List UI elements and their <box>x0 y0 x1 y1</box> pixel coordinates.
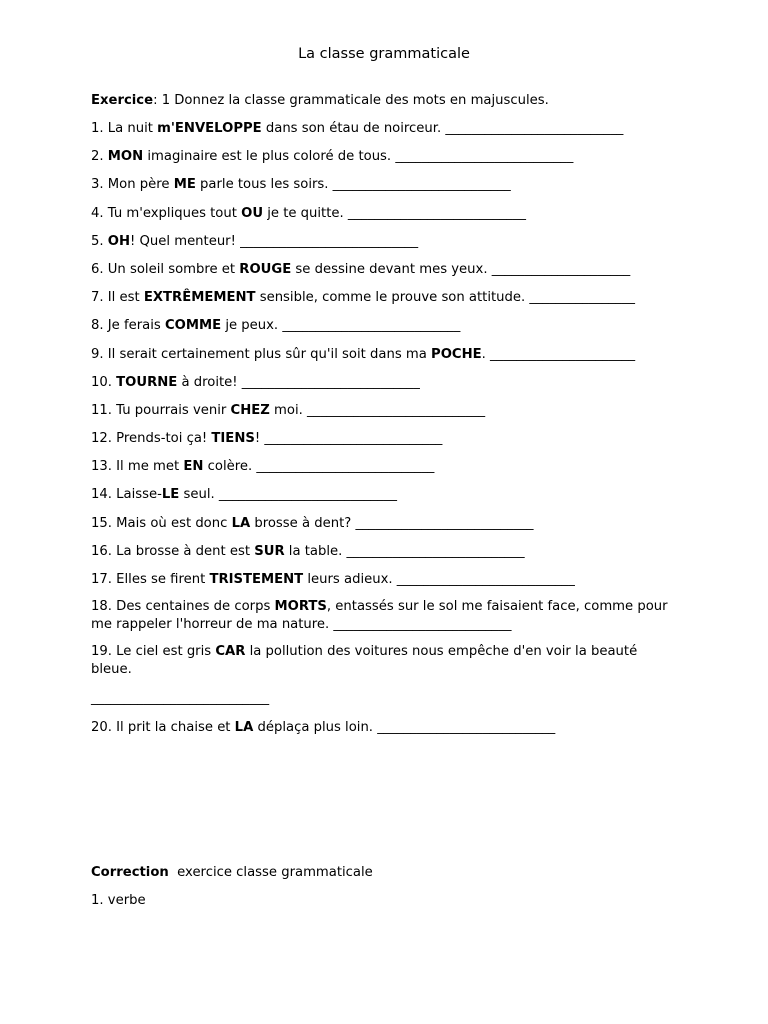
exercise-item-9 <box>91 345 681 364</box>
answer-blank[interactable]: ___________________________ <box>355 515 534 531</box>
item-text-post: moi. <box>269 402 307 418</box>
item-text-post: la pollution des voitures nous empêche d'en voir la beauté bleue. <box>91 644 638 678</box>
item-text-pre: 4. Tu m'expliques tout <box>91 205 242 221</box>
item-text-post: sensible, comme le prouve son attitude. <box>255 290 530 306</box>
exercise-item-17 <box>91 570 681 589</box>
item-text-pre: 16. La brosse à dent est <box>91 543 255 559</box>
item-text-post: dans son étau de noirceur. <box>261 121 446 136</box>
exercise-item-20 <box>91 718 681 737</box>
item-keyword: LE <box>161 487 180 503</box>
item-text-pre: 20. Il prit la chaise et <box>91 720 235 736</box>
item-text-pre: 2. <box>91 149 108 165</box>
item-text-pre: 5. <box>91 233 108 249</box>
item-text-post: à droite! <box>177 374 242 390</box>
answer-blank[interactable]: ___________________________ <box>91 691 270 707</box>
exercise-item-13 <box>91 457 681 476</box>
item-text-post: déplaça plus loin. <box>253 720 378 736</box>
exercise-item-1 <box>91 119 681 138</box>
item-keyword: OH <box>107 233 131 249</box>
item-text-pre: 13. Il me met <box>91 459 184 475</box>
item-keyword: OU <box>241 205 264 221</box>
exercise-section <box>91 91 681 747</box>
exercise-item-6 <box>91 260 681 279</box>
item-keyword: TRISTEMENT <box>209 572 304 587</box>
answer-blank[interactable]: ______________________ <box>490 346 636 362</box>
exercise-item-7 <box>91 288 681 307</box>
correction-heading <box>91 863 681 882</box>
exercise-item-8 <box>91 316 681 335</box>
answer-blank[interactable]: ___________________________ <box>347 205 526 221</box>
correction-section <box>91 863 681 919</box>
exercise-item-5 <box>91 232 681 251</box>
item-keyword: LA <box>231 515 251 531</box>
answer-blank[interactable]: ___________________________ <box>256 459 435 475</box>
answer-blank[interactable]: ___________________________ <box>395 149 574 165</box>
exercise-item-12 <box>91 429 681 448</box>
item-text-post: je te quitte. <box>263 205 348 221</box>
item-keyword: TIENS <box>211 431 255 447</box>
item-keyword: ME <box>173 177 196 193</box>
item-text-post: . <box>481 346 491 362</box>
answer-blank[interactable]: ___________________________ <box>332 177 511 193</box>
item-text-post: ! <box>254 431 265 447</box>
answer-blank[interactable]: ___________________________ <box>445 121 624 136</box>
item-keyword: ROUGE <box>239 261 292 277</box>
exercise-item-14 <box>91 485 681 504</box>
item-text-pre: 17. Elles se firent <box>91 572 210 587</box>
exercise-item-11 <box>91 401 681 420</box>
item-text-pre: 8. Je ferais <box>91 318 165 334</box>
exercise-label: Exercice <box>91 93 154 108</box>
correction-subtitle: exercice classe grammaticale <box>168 865 373 880</box>
item-text-pre: 15. Mais où est donc <box>91 515 232 531</box>
item-keyword: SUR <box>254 543 285 559</box>
item-text-post: seul. <box>179 487 219 503</box>
correction-answer-1: 1. verbe <box>91 893 146 908</box>
item-keyword: POCHE <box>431 346 482 362</box>
item-text-post: brosse à dent? <box>250 515 356 531</box>
answer-blank[interactable]: ___________________________ <box>240 233 419 249</box>
answer-blank[interactable]: ___________________________ <box>333 617 512 633</box>
item-text-post: se dessine devant mes yeux. <box>291 261 492 277</box>
exercise-item-16 <box>91 542 681 561</box>
answer-blank[interactable]: ___________________________ <box>241 374 420 390</box>
correction-label: Correction <box>91 865 169 880</box>
item-text-post: la table. <box>284 543 347 559</box>
exercise-item-4 <box>91 204 681 223</box>
item-keyword: m'ENVELOPPE <box>157 121 262 136</box>
exercise-item-3 <box>91 175 681 194</box>
exercise-item-19-blank-line <box>91 689 681 708</box>
item-text-post: colère. <box>203 459 257 475</box>
item-keyword: EXTRÊMEMENT <box>143 290 256 306</box>
exercise-item-15 <box>91 514 681 533</box>
item-text-pre: 14. Laisse- <box>91 487 162 503</box>
item-text-post: parle tous les soirs. <box>195 177 333 193</box>
item-text-pre: 7. Il est <box>91 290 144 306</box>
item-text-post: imaginaire est le plus coloré de tous. <box>143 149 396 165</box>
item-text-pre: 9. Il serait certainement plus sûr qu'il soit dans ma <box>91 346 432 362</box>
answer-blank[interactable]: _____________________ <box>491 261 631 277</box>
item-text-post: je peux. <box>221 318 283 334</box>
answer-blank[interactable]: ___________________________ <box>264 431 443 447</box>
instruction-text: : 1 Donnez la classe grammaticale des mots en majuscules. <box>153 93 549 108</box>
item-text-pre: 1. La nuit <box>91 121 158 136</box>
answer-blank[interactable]: ___________________________ <box>396 572 575 587</box>
answer-blank[interactable]: ________________ <box>529 290 635 306</box>
item-text-pre: 18. Des centaines de corps <box>91 599 275 615</box>
answer-blank[interactable]: ___________________________ <box>377 720 556 736</box>
item-keyword: LA <box>234 720 254 736</box>
item-text-pre: 12. Prends-toi ça! <box>91 431 212 447</box>
page-title: La classe grammaticale <box>298 46 470 62</box>
item-text-post: ! Quel menteur! <box>130 233 241 249</box>
item-keyword: MON <box>107 149 144 165</box>
item-text-pre: 6. Un soleil sombre et <box>91 261 240 277</box>
exercise-item-10 <box>91 373 681 392</box>
answer-blank[interactable]: ___________________________ <box>346 543 525 559</box>
item-keyword: EN <box>183 459 204 475</box>
exercise-instruction <box>91 91 681 110</box>
item-text-pre: 10. <box>91 374 117 390</box>
item-text-pre: 3. Mon père <box>91 177 174 193</box>
answer-blank[interactable]: ___________________________ <box>307 402 486 418</box>
item-text-post: leurs adieux. <box>303 572 397 587</box>
exercise-item-19 <box>91 643 681 679</box>
item-text-post: , entassés sur le sol me faisaient face, comme pour me rappeler l'horreur de ma nature. <box>91 599 668 633</box>
item-keyword: CAR <box>215 644 246 660</box>
item-text-pre: 11. Tu pourrais venir <box>91 402 231 418</box>
exercise-item-18 <box>91 598 681 634</box>
item-keyword: MORTS <box>274 599 327 615</box>
answer-blank[interactable]: ___________________________ <box>218 487 397 503</box>
item-keyword: TOURNE <box>116 374 178 390</box>
item-keyword: CHEZ <box>230 402 270 418</box>
item-keyword: COMME <box>164 318 222 334</box>
item-text-pre: 19. Le ciel est gris <box>91 644 216 660</box>
exercise-item-2 <box>91 147 681 166</box>
answer-blank[interactable]: ___________________________ <box>282 318 461 334</box>
